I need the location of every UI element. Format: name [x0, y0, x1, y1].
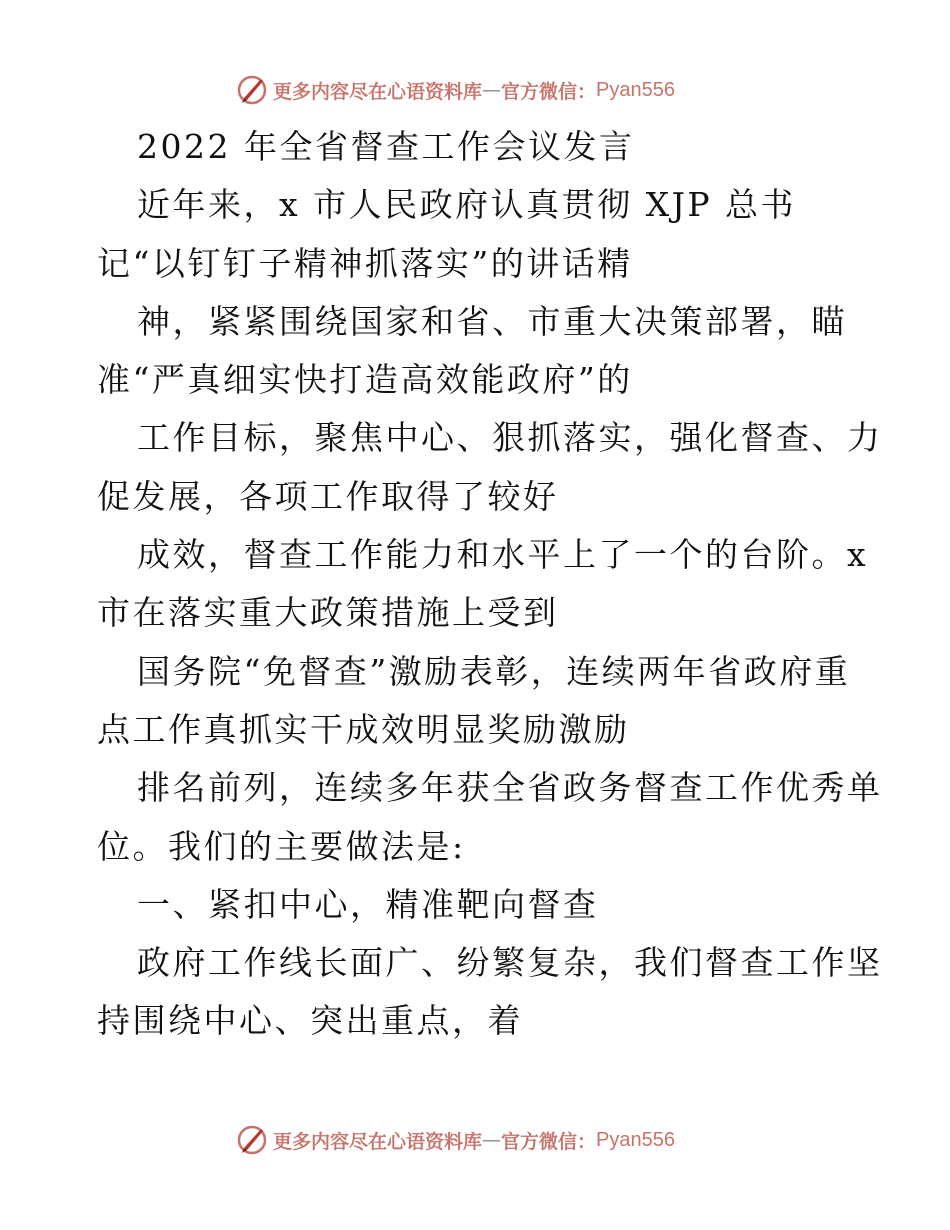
- document-line: 成效，督查工作能力和水平上了一个的台阶。x: [137, 535, 869, 575]
- watermark-main-text: 更多内容尽在心语资料库: [273, 1130, 483, 1153]
- document-line: 市在落实重大政策措施上受到: [97, 593, 559, 633]
- document-line: 一、紧扣中心，精准靶向督查: [137, 884, 599, 924]
- document-line: 点工作真抓实干成效明显奖励激励: [97, 709, 630, 749]
- header-watermark: [235, 72, 675, 108]
- document-line: 位。我们的主要做法是:: [97, 826, 466, 866]
- watermark-wechat-id: Pyan556: [596, 1128, 675, 1151]
- document-line: 近年来，x 市人民政府认真贯彻 XJP 总书: [137, 185, 797, 225]
- document-line: 神，紧紧围绕国家和省、市重大决策部署，瞄: [137, 301, 847, 341]
- document-line: 排名前列，连续多年获全省政务督查工作优秀单: [137, 768, 883, 808]
- document-body: [97, 118, 883, 1051]
- document-line: 促发展，各项工作取得了较好: [97, 476, 559, 516]
- watermark-label: 官方微信：: [501, 1130, 597, 1153]
- footer-watermark: [235, 1122, 675, 1158]
- watermark-label: 官方微信：: [501, 80, 597, 103]
- document-line: 国务院“免督查”激励表彰，连续两年省政府重: [137, 651, 851, 691]
- document-line: 工作目标，聚焦中心、狠抓落实，强化督查、力: [137, 418, 883, 458]
- document-line: 政府工作线长面广、纷繁复杂，我们督查工作坚: [137, 943, 883, 983]
- watermark-main-text: 更多内容尽在心语资料库: [273, 80, 483, 103]
- document-line: 准“严真细实快打造高效能政府”的: [97, 360, 633, 400]
- quill-circle-icon: [235, 73, 269, 107]
- watermark-separator: —: [482, 1129, 502, 1151]
- document-line: 持围绕中心、突出重点，着: [97, 1001, 523, 1041]
- document-line: 2022 年全省督查工作会议发言: [137, 127, 635, 166]
- quill-circle-icon: [235, 1123, 269, 1157]
- watermark-separator: —: [482, 79, 502, 101]
- watermark-wechat-id: Pyan556: [596, 78, 675, 101]
- document-line: 记“以钉钉子精神抓落实”的讲话精: [97, 243, 633, 283]
